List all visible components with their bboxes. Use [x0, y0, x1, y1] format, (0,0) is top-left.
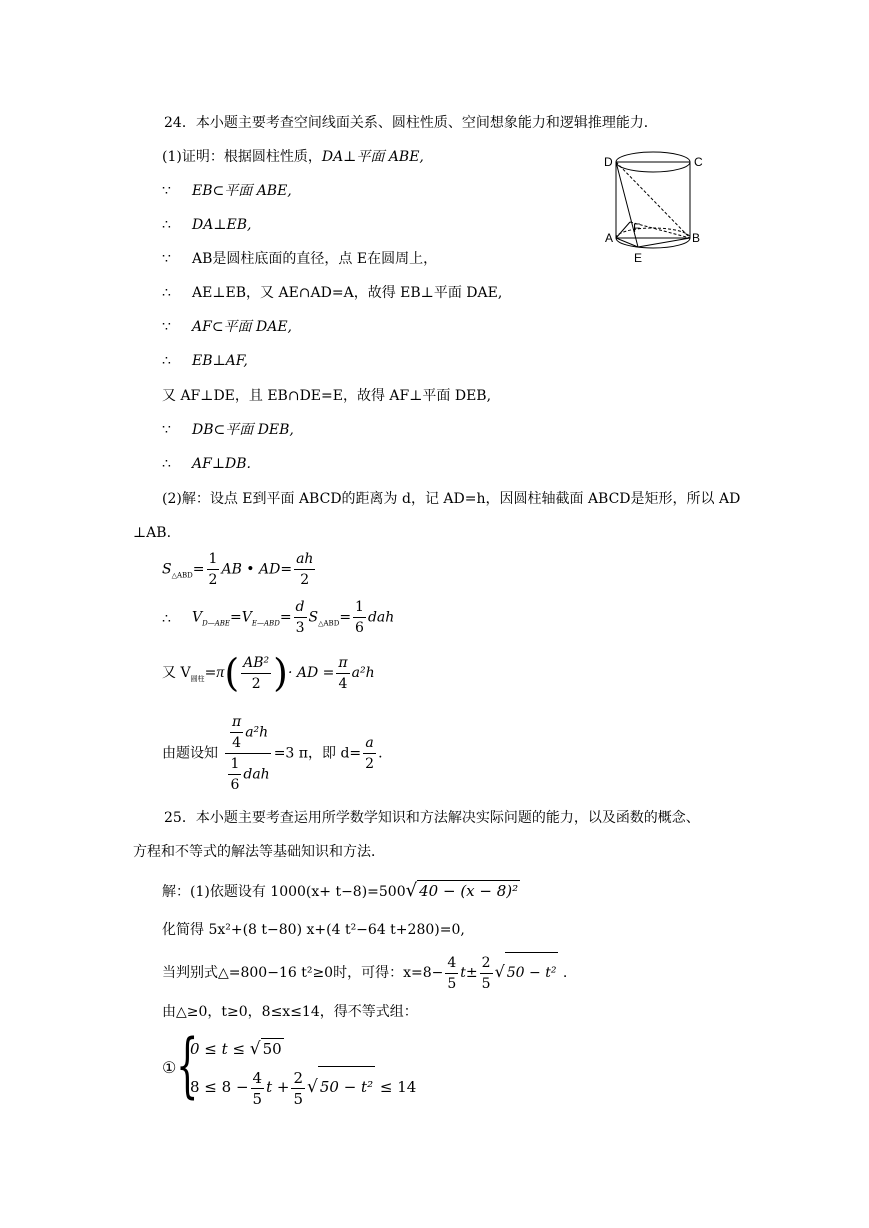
- therefore-symbol: ∴: [162, 217, 171, 233]
- segment-eb: [638, 238, 690, 247]
- therefore-symbol: ∴: [162, 456, 171, 472]
- q24-part2-line-b: ⊥AB.: [133, 525, 172, 541]
- fraction-pi-over-4: $\frac{\pi}{4}$: [338, 654, 348, 692]
- q25-title-a: 25．本小题主要考查运用所学数学知识和方法解决实际问题的能力，以及函数的概念、: [164, 810, 700, 826]
- q24-p1-intro: [162, 147, 424, 167]
- label-e: E: [634, 251, 643, 265]
- q24-part2-line-a: (2)解：设点 E到平面 ABCD的距离为 d，记 AD=h，因圆柱轴截面 ABCD是矩形，所以 AD: [162, 491, 741, 507]
- equation-area: $S_{\triangle ABD}=$ $\frac{1}{2}$ AB • AD= $\frac{ah}{2}$: [162, 551, 314, 588]
- equation-cylinder: 又 $V_{圆柱}=\pi$( $\frac{\text{AB²}}{2}$ )· AD = $\frac{\pi}{4}$ a²h: [162, 651, 375, 695]
- q25-step-4: 由△≥0，t≥0，8≤x≤14，得不等式组：: [162, 1004, 418, 1020]
- fraction-four-fifths: $\frac{4}{5}$: [447, 954, 457, 992]
- equation-volume: $V_{D—ABE}=V_{E—ABD}=$ $\frac{d}{3}$ $S_{\triangle ABD}=$ $\frac{1}{6}$ dah: [192, 599, 395, 636]
- fraction-one-sixth: $\frac{1}{6}$: [355, 599, 364, 636]
- eq2-v: V: [192, 609, 203, 626]
- q24-line-2: DA⊥EB,: [192, 217, 252, 233]
- q25-step-1-pre: 解：(1)依题设有 1000(x+ t−8)=500: [162, 884, 406, 900]
- fraction-two-fifths-sys: $\frac{2}{5}$: [293, 1068, 303, 1108]
- eq2-sub2: E—ABD: [251, 619, 280, 628]
- fraction-ab2-over-2: $\frac{\text{AB²}}{2}$: [243, 654, 270, 692]
- system-line-2-end: ≤ 14: [379, 1078, 417, 1096]
- label-a: A: [605, 231, 614, 245]
- q24-line-4: AE⊥EB，又 AE∩AD=A，故得 EB⊥平面 DAE,: [192, 285, 503, 301]
- label-d: D: [604, 155, 613, 169]
- fraction-compound: $\frac{\pi}{4}$ a²h $\frac{1}{6}$ dah: [224, 712, 271, 795]
- system-line-1: 0 ≤ t ≤ √ 50: [190, 1039, 282, 1059]
- eq1-sub: △ABD: [171, 571, 193, 580]
- cylinder-figure: [600, 138, 710, 274]
- eq3-sub: 圆柱: [190, 674, 205, 683]
- therefore-symbol: ∴: [162, 353, 171, 369]
- fraction-ah-over-2: $\frac{ah}{2}$: [296, 551, 314, 588]
- eq2-sub1: D—ABE: [202, 619, 231, 628]
- q24-line-1: EB⊂平面 ABE,: [192, 183, 292, 199]
- therefore-symbol: ∴: [162, 611, 171, 627]
- eq3-end: a²h: [351, 665, 375, 681]
- eq2-sub3: △ABD: [318, 619, 340, 628]
- label-c: C: [694, 155, 703, 169]
- q25-step-3-mid: t±: [460, 965, 478, 981]
- q25-step-1-radical: 40 − (x − 8)²: [419, 882, 519, 900]
- q25-step-2: 化简得 5x²+(8 t−80) x+(4 t²−64 t+280)=0,: [162, 922, 465, 938]
- q25-step-3-end: .: [562, 965, 568, 981]
- system-line-1-pre: 0 ≤ t ≤: [190, 1040, 246, 1058]
- q24-line-5: AF⊂平面 DAE,: [192, 319, 293, 335]
- because-symbol: ∵: [162, 251, 171, 267]
- q24-line-8: DB⊂平面 DEB,: [192, 422, 294, 438]
- fraction-a-over-2: $\frac{a}{2}$: [365, 735, 375, 772]
- q25-title-b: 方程和不等式的解法等基础知识和方法．: [133, 844, 385, 860]
- eq3-mid: · AD =: [287, 665, 335, 681]
- q24-line-3: AB是圆柱底面的直径，点 E在圆周上，: [192, 251, 438, 267]
- fraction-four-fifths-sys: $\frac{4}{5}$: [252, 1068, 263, 1108]
- eq2-mid: =V: [230, 609, 252, 626]
- fraction-d-over-3: $\frac{d}{3}$: [295, 599, 305, 636]
- q24-p1-intro-math: DA⊥平面 ABE,: [321, 149, 424, 165]
- system-line-1-radical: 50: [262, 1040, 282, 1058]
- fraction-half: $\frac{1}{2}$: [208, 551, 218, 588]
- system-line-2-radical: 50 − t²: [318, 1066, 375, 1107]
- fraction-one-sixth-inner: $\frac{1}{6}$: [230, 756, 240, 793]
- eq4-end: .: [378, 745, 383, 762]
- q24-line-9: AF⊥DB.: [192, 456, 251, 472]
- q25-step-3-radical: 50 − t²: [505, 952, 559, 993]
- fraction-pi-over-4-inner: $\frac{\pi}{4}$: [231, 714, 242, 751]
- because-symbol: ∵: [162, 422, 171, 438]
- system-line-2-pre: 8 ≤ 8 −: [190, 1078, 249, 1096]
- eq1-mid: AB • AD=: [221, 561, 293, 578]
- system-label: ①: [162, 1058, 177, 1077]
- segment-db: [616, 162, 690, 238]
- brace-symbol: {: [176, 1024, 199, 1106]
- system-line-2: 8 ≤ 8 − $\frac{4}{5}$ t + $\frac{2}{5}$ √ 50 − t² ≤ 14: [190, 1066, 416, 1109]
- eq1-s: S: [162, 561, 172, 578]
- eq4-mid: =3 π，即 d=: [273, 745, 362, 762]
- eq3-pre: 又 V: [162, 665, 191, 681]
- q24-line-6: EB⊥AF,: [192, 353, 248, 369]
- because-symbol: ∵: [162, 319, 171, 335]
- eq2-end: dah: [367, 609, 395, 626]
- q25-step-3-pre: 当判别式△=800−16 t²≥0时，可得：x=8−: [162, 965, 444, 981]
- because-symbol: ∵: [162, 183, 171, 199]
- label-f: F: [633, 221, 641, 235]
- eq4-pre: 由题设知: [162, 745, 218, 762]
- q25-step-3: 当判别式△=800−16 t²≥0时，可得：x=8− $\frac{4}{5}$ t± $\frac{2}{5}$ √ 50 − t² .: [162, 952, 567, 994]
- equation-given: [162, 712, 383, 795]
- system-line-2-mid: t +: [266, 1078, 290, 1096]
- q25-step-1: 解：(1)依题设有 1000(x+ t−8)=500√ 40 − (x − 8)²: [162, 880, 519, 901]
- q24-line-7: 又 AF⊥DE，且 EB∩DE=E，故得 AF⊥平面 DEB,: [162, 388, 492, 404]
- q24-title: 24．本小题主要考查空间线面关系、圆柱性质、空间想象能力和逻辑推理能力．: [164, 115, 658, 131]
- label-b: B: [692, 231, 701, 245]
- segment-af: [616, 222, 630, 238]
- q24-p1-intro-text: (1)证明：根据圆柱性质，: [162, 149, 322, 165]
- bottom-ellipse-back: [616, 228, 690, 238]
- fraction-two-fifths: $\frac{2}{5}$: [481, 954, 491, 992]
- therefore-symbol: ∴: [162, 285, 171, 301]
- eq2-s: S: [308, 609, 319, 626]
